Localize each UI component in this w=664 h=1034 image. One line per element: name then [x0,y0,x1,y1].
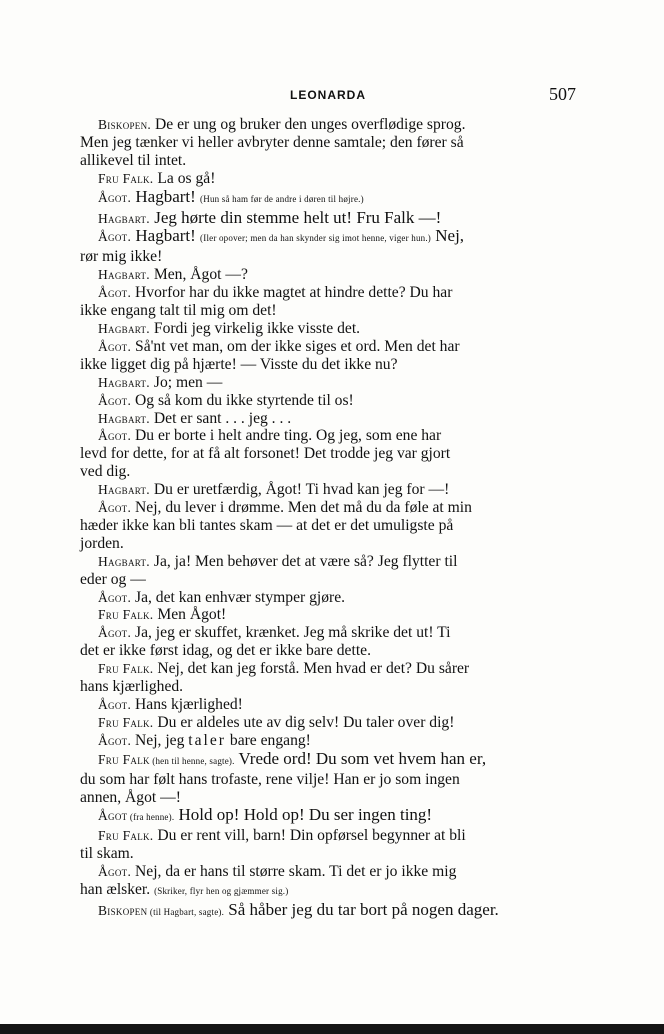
speaker-name: Ågot. [98,864,132,880]
text-line [80,660,576,678]
text-line [80,881,576,901]
text-line [80,771,576,789]
dialogue-text: Ja, ja! Men behøver det at være så? Jeg flytter til [150,552,458,570]
speaker-name: Ågot. [98,589,132,605]
stage-direction: (Skriker, flyr hen og gjæmmer sig.) [154,886,289,897]
dialogue-text: Så'nt vet man, om der ikke siges et ord. Men det har [131,337,460,355]
text-line [80,445,576,463]
dialogue-text: han ælsker. [80,881,155,899]
scan-edge [0,1024,664,1034]
stage-direction: (til Hagbart, sagte). [147,906,225,917]
text-line [80,696,576,714]
dialogue-text: Men jeg tænker vi heller avbryter denne samtale; den fører så [80,133,464,151]
dialogue-text: du som har følt hans trofaste, rene vilje! Han er jo som ingen [80,770,460,788]
dialogue-text: Fordi jeg virkelig ikke visste det. [150,319,361,337]
dialogue-text: jorden. [80,534,124,552]
speaker-name: Ågot. [98,428,132,444]
text-line [80,571,576,589]
running-title: LEONARDA [290,88,366,102]
dialogue-text: La os gå! [153,169,216,187]
speaker-name: Ågot. [98,732,132,748]
text-line [80,642,576,660]
dialogue-text: Ja, jeg er skuffet, krænket. Jeg må skrike det ut! Ti [131,624,451,642]
speaker-name: Hagbart. [98,267,150,283]
speaker-name: Ågot. [98,500,132,516]
speaker-name: Fru Falk [98,751,150,767]
dialogue-text: Hagbart! [131,226,201,246]
dialogue-text: Nej, du lever i drømme. Men det må du da føle at min [131,499,472,517]
text-line [80,827,576,845]
speaker-name: Fru Falk. [98,828,154,844]
text-line [80,356,576,374]
speaker-name: Fru Falk. [98,714,154,730]
text-line [80,320,576,338]
text-line [80,535,576,553]
text-line [80,152,576,170]
speaker-name: Hagbart. [98,553,150,569]
dialogue-text: Og så kom du ikke styrtende til os! [131,391,354,409]
text-line [80,338,576,356]
page-header [80,84,576,108]
dialogue-text: Du er uretfærdig, Ågot! Ti hvad kan jeg for —! [150,481,450,499]
text-line [80,845,576,863]
text-line [80,863,576,881]
dialogue-text: allikevel til intet. [80,151,187,169]
dialogue-text: Det er sant . . . jeg . . . [150,409,292,427]
dialogue-text: det er ikke først idag, og det er ikke bare dette. [80,642,371,660]
speaker-name: Ågot. [98,189,132,205]
speaker-name: Ågot. [98,392,132,408]
stage-direction: (Iler opover; men da han skynder sig imot henne, viger hun.) [200,233,431,244]
text-line [80,427,576,445]
dialogue-text: levd for dette, for at få alt forsonet! Det trodde jeg var gjort [80,445,451,463]
dialogue-text: rør mig ikke! [80,248,163,266]
text-line [80,553,576,571]
dialogue-text: Du er borte i helt andre ting. Og jeg, som ene har [131,427,442,445]
text-line [80,116,576,134]
text-line [80,901,576,922]
text-line [80,463,576,481]
dialogue-text: Men Ågot! [153,606,227,624]
text-line [80,227,576,248]
stage-direction: (Hun så ham før de andre i døren til højre.) [200,193,364,204]
speaker-name: Hagbart. [98,210,150,226]
dialogue-text: Hans kjærlighed! [131,696,243,713]
speaker-name: Fru Falk. [98,661,154,677]
dialogue-text: Jo; men — [150,373,223,391]
stage-direction: (hen til henne, sagte). [149,755,235,766]
text-line [80,750,576,771]
dialogue-text: Du er aldeles ute av dig selv! Du taler over dig! [153,713,455,731]
text-line [80,170,576,188]
text-line [80,209,576,228]
speaker-name: Hagbart. [98,320,150,336]
page-number: 507 [549,84,576,104]
dialogue-text: Nej, [431,226,465,246]
dialogue-text: Hvorfor har du ikke magtet at hindre dette? Du har [131,284,453,302]
dialogue-text: Nej, da er hans til større skam. Ti det er jo ikke mig [131,863,457,881]
dialogue-text: til skam. [80,845,134,863]
speaker-name: Ågot. [98,229,132,245]
dialogue-text: De er ung og bruker den unges overflødige sprog. [151,116,466,133]
text-line [80,789,576,807]
text-line [80,606,576,624]
speaker-name: Ågot. [98,338,132,354]
dialogue-text: hans kjærlighed. [80,678,184,696]
speaker-name: Fru Falk. [98,607,154,623]
speaker-name: Ågot. [98,697,132,712]
dialogue-text: Jeg hørte din stemme helt ut! Fru Falk —! [150,207,442,227]
dialogue-text: ikke engang talt til mig om det! [80,302,277,320]
speaker-name: Hagbart. [98,374,150,390]
text-line [80,248,576,266]
speaker-name: Fru Falk. [98,170,154,186]
text-line [80,284,576,302]
dialogue-text: Du er rent vill, barn! Din opførsel begynner at bli [153,827,466,845]
dialogue-text: Vrede ord! Du som vet hvem han er, [234,748,487,768]
text-line [80,302,576,320]
text-line [80,481,576,499]
text-line [80,517,576,535]
emphasized-text: taler [188,731,226,749]
text-line [80,624,576,642]
text-line [80,374,576,392]
speaker-name: Ågot [98,808,128,824]
speaker-name: Biskopen [98,902,148,918]
dialogue-text: eder og — [80,570,146,588]
text-line [80,732,576,750]
dialogue-text: ved dig. [80,463,131,481]
dialogue-text: hæder ikke kan bli tantes skam — at det er det umuligste på [80,516,454,534]
text-line [80,678,576,696]
text-line [80,499,576,517]
dialogue-text: Så håber jeg du tar bort på nogen dager. [224,899,499,919]
dialogue-text: Nej, det kan jeg forstå. Men hvad er det? Du sårer [153,660,470,678]
dialogue-text: bare engang! [226,731,311,749]
dialogue-text: Men, Ågot —? [150,266,248,284]
dialogue-text: annen, Ågot —! [80,788,181,806]
play-text [80,116,576,922]
text-line [80,589,576,607]
text-line [80,392,576,410]
speaker-name: Ågot. [98,285,132,301]
dialogue-text: Ja, det kan enhvær stymper gjøre. [131,588,346,606]
speaker-name: Biskopen. [98,117,152,132]
speaker-name: Hagbart. [98,410,150,426]
text-line [80,134,576,152]
text-line [80,806,576,827]
stage-direction: (fra henne). [127,812,175,823]
text-line [80,714,576,732]
dialogue-text: ikke ligget dig på hjærte! — Visste du det ikke nu? [80,355,398,373]
text-line [80,410,576,428]
text-line [80,266,576,284]
text-line [80,188,576,209]
dialogue-text: Hold op! Hold op! Du ser ingen ting! [174,805,433,825]
dialogue-text: Nej, jeg [131,731,189,749]
speaker-name: Hagbart. [98,482,150,498]
speaker-name: Ågot. [98,625,132,641]
dialogue-text: Hagbart! [131,186,201,206]
